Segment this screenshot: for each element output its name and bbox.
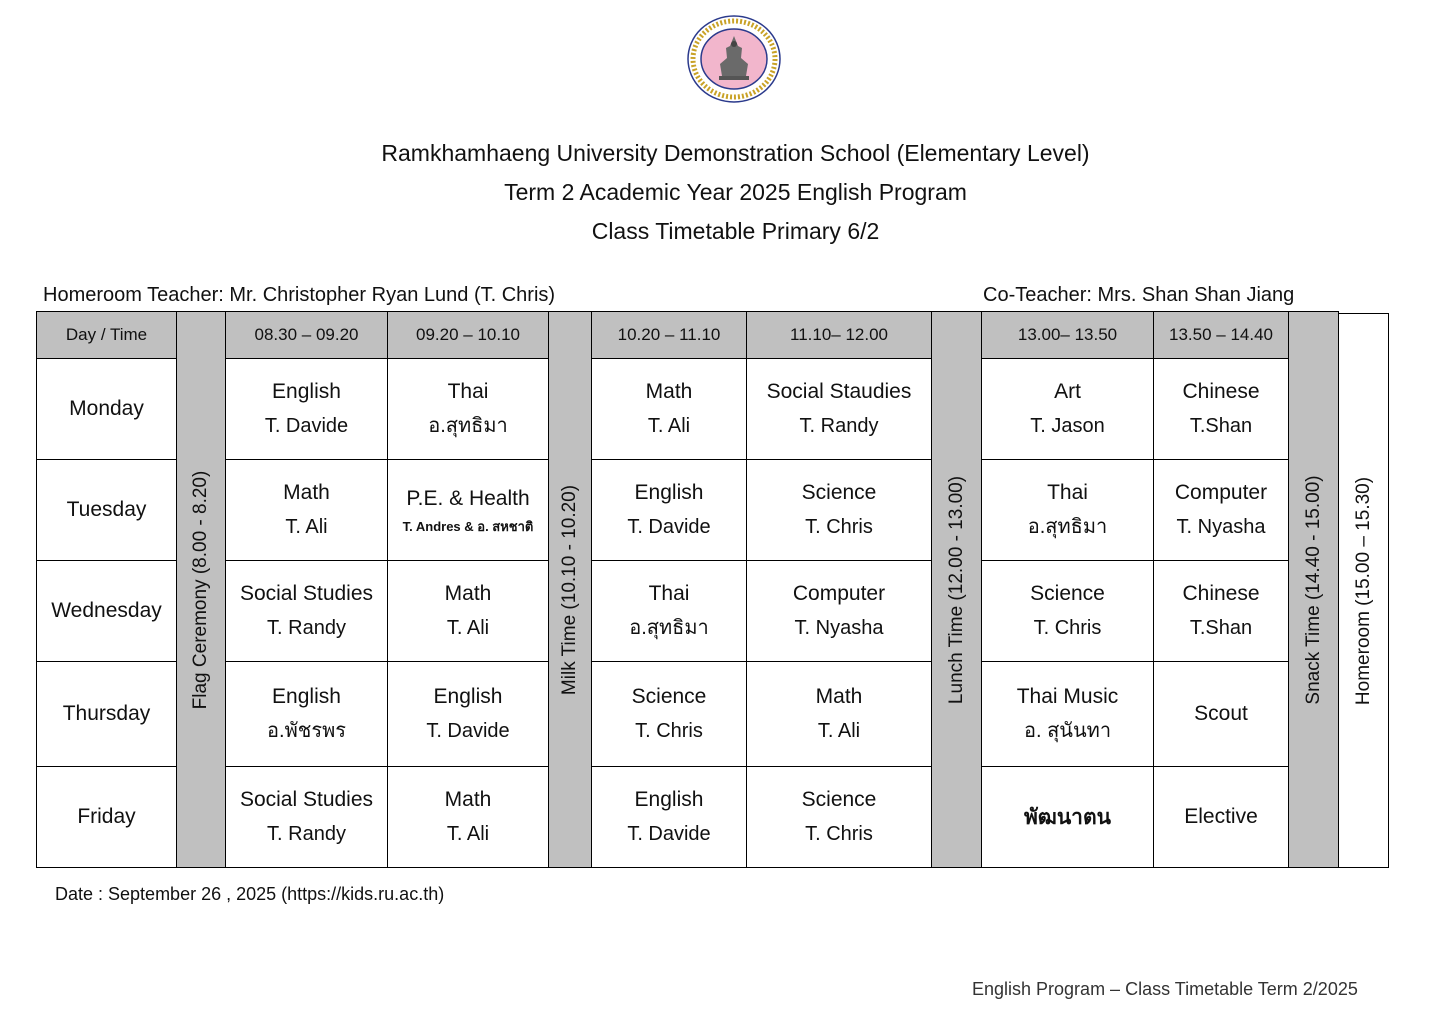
subject: Science: [801, 788, 877, 811]
teacher: T.Shan: [1189, 617, 1253, 639]
day-label-friday: Friday: [36, 766, 177, 868]
snack-time-label: Snack Time (14.40 - 15.00): [1302, 474, 1324, 705]
homeroom-label: Homeroom (15.00 – 15.30): [1352, 476, 1374, 705]
class-cell: [746, 560, 932, 662]
class-cell: [981, 661, 1154, 767]
teacher: T. Ali: [817, 720, 861, 742]
teacher: T. Nyasha: [1176, 516, 1266, 538]
subject: Math: [283, 481, 330, 504]
lunch-time-label: Lunch Time (12.00 - 13.00): [945, 475, 967, 704]
snack-time-column: [1288, 311, 1339, 868]
class-title: Class Timetable Primary 6/2: [591, 218, 880, 244]
teacher: T. Jason: [1030, 415, 1105, 437]
subject: Math: [444, 582, 492, 605]
class-cell: [746, 358, 932, 460]
teacher: อ.พัชรพร: [267, 720, 346, 742]
day-label-tuesday: Tuesday: [36, 459, 177, 561]
subject: English: [433, 685, 503, 708]
class-cell: [746, 766, 932, 868]
class-cell: [591, 459, 747, 561]
class-cell: [1153, 661, 1289, 767]
teacher: T. Ali: [446, 617, 490, 639]
slot-header: 08.30 – 09.20: [225, 311, 388, 359]
subject: Science: [631, 685, 707, 708]
class-cell: [591, 560, 747, 662]
milk-time-column: [548, 311, 592, 868]
class-cell: [387, 661, 549, 767]
slot-header: 13.50 – 14.40: [1153, 311, 1289, 359]
co-teacher: Co-Teacher: Mrs. Shan Shan Jiang: [983, 284, 1295, 306]
milk-time-label: Milk Time (10.10 - 10.20): [559, 484, 580, 695]
teacher: T. Nyasha: [794, 617, 884, 639]
class-cell: [591, 661, 747, 767]
slot-header: 11.10– 12.00: [746, 311, 932, 359]
teacher: T. Chris: [805, 516, 873, 538]
teacher: T. Davide: [627, 516, 711, 538]
slot-header: 09.20 – 10.10: [387, 311, 549, 359]
teacher: T. Chris: [805, 823, 873, 845]
subject: Thai: [1047, 481, 1088, 504]
subject: Math: [815, 685, 863, 708]
class-cell: [591, 358, 747, 460]
class-cell: [225, 661, 388, 767]
corner-header: Day / Time: [36, 311, 177, 359]
subject: Social Staudies: [766, 380, 912, 403]
class-cell: [225, 766, 388, 868]
subject: Social Studies: [239, 582, 374, 605]
class-cell: [387, 459, 549, 561]
class-cell: [1153, 459, 1289, 561]
class-cell: [225, 358, 388, 460]
teacher: T. Chris: [1033, 617, 1102, 639]
subject: Elective: [1184, 805, 1258, 828]
class-cell: [746, 459, 932, 561]
lunch-time-column: [931, 311, 982, 868]
day-label-thursday: Thursday: [36, 661, 177, 767]
class-cell: [981, 560, 1154, 662]
subject: Science: [1030, 582, 1105, 605]
subject: Scout: [1194, 702, 1248, 725]
homeroom-teacher: Homeroom Teacher: Mr. Christopher Ryan Lund (T. Chris): [43, 284, 556, 306]
teacher: T. Davide: [627, 823, 711, 845]
class-cell: [981, 766, 1154, 868]
subject: English: [634, 788, 704, 811]
teacher: T. Davide: [264, 415, 349, 437]
class-cell: [387, 766, 549, 868]
class-cell: [746, 661, 932, 767]
subject: P.E. & Health: [406, 486, 530, 510]
teacher: T. Randy: [799, 415, 879, 437]
teacher: T. Randy: [267, 823, 346, 845]
flag-ceremony-label: Flag Ceremony (8.00 - 8.20): [190, 470, 211, 709]
class-cell: [387, 560, 549, 662]
class-cell: [591, 766, 747, 868]
slot-header: 10.20 – 11.10: [591, 311, 747, 359]
teacher: อ.สุทธิมา: [428, 415, 508, 437]
class-cell: [1153, 358, 1289, 460]
teacher: T. Randy: [267, 617, 346, 639]
subject: English: [634, 481, 704, 504]
subject: Computer: [792, 582, 886, 605]
subject: Chinese: [1182, 582, 1260, 605]
class-cell: [225, 560, 388, 662]
subject: Science: [801, 481, 877, 504]
day-label-wednesday: Wednesday: [36, 560, 177, 662]
subject: Thai: [447, 380, 489, 403]
teacher: อ. สุนันทา: [1023, 720, 1112, 742]
class-cell: [981, 459, 1154, 561]
teacher: T. Andres & อ. สหชาติ: [402, 518, 534, 534]
subject: พัฒนาตน: [1024, 805, 1111, 829]
teacher: T. Ali: [647, 415, 691, 437]
footer-date: Date : September 26 , 2025 (https://kids.ru.ac.th): [55, 884, 445, 904]
class-cell: [225, 459, 388, 561]
subject: Computer: [1174, 481, 1268, 504]
teacher: อ.สุทธิมา: [1027, 516, 1108, 538]
class-cell: [1153, 560, 1289, 662]
class-cell: [1153, 766, 1289, 868]
subject: Math: [645, 380, 693, 403]
flag-ceremony-column: [176, 311, 226, 868]
teacher: อ.สุทธิมา: [629, 617, 709, 639]
term-title: Term 2 Academic Year 2025 English Program: [504, 179, 967, 205]
teacher: T. Ali: [446, 823, 490, 845]
footer-program: English Program – Class Timetable Term 2/2025: [972, 979, 1358, 999]
subject: Social Studies: [239, 788, 374, 811]
school-seal-logo: [686, 14, 782, 104]
subject: English: [272, 380, 341, 403]
subject: Math: [444, 788, 492, 811]
school-title: Ramkhamhaeng University Demonstration School (Elementary Level): [381, 140, 1090, 166]
homeroom-column: [1338, 313, 1389, 868]
subject: Thai: [648, 582, 690, 605]
slot-header: 13.00– 13.50: [981, 311, 1154, 359]
subject: Chinese: [1182, 380, 1260, 403]
timetable: [36, 311, 1389, 868]
teacher: T. Ali: [285, 516, 328, 538]
day-label-monday: Monday: [36, 358, 177, 460]
subject: English: [272, 685, 341, 708]
subject: Art: [1054, 380, 1081, 403]
teacher: T. Davide: [426, 720, 510, 742]
class-cell: [387, 358, 549, 460]
class-cell: [981, 358, 1154, 460]
teacher: T.Shan: [1189, 415, 1253, 437]
teacher: T. Chris: [635, 720, 703, 742]
subject: Thai Music: [1016, 685, 1119, 708]
